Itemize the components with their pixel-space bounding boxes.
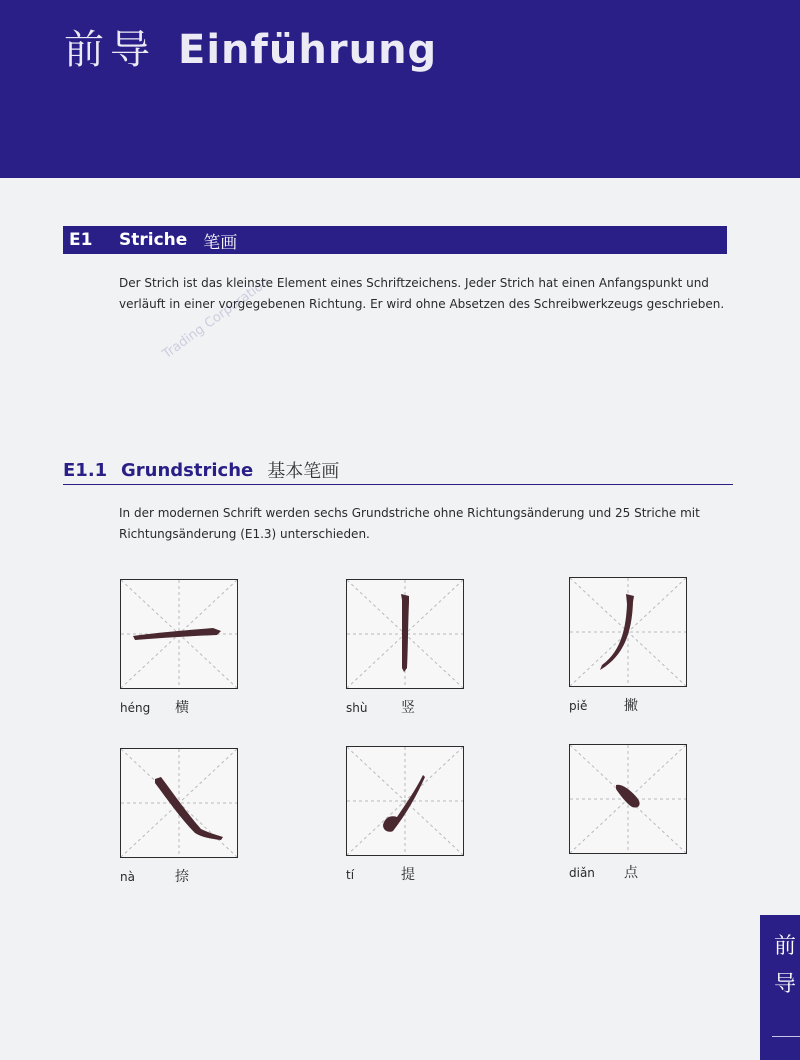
- stroke-pinyin: tí: [346, 868, 355, 882]
- stroke-card-ti: [346, 746, 464, 884]
- pie-stroke-icon: [600, 594, 634, 670]
- stroke-grid-box: [120, 579, 238, 689]
- stroke-grid-box: [346, 746, 464, 856]
- stroke-label: [346, 864, 464, 884]
- stroke-hanzi: 捺: [175, 869, 189, 885]
- watermark: Trading Corporation: [160, 274, 273, 363]
- stroke-label: [120, 697, 238, 717]
- na-stroke-icon: [155, 777, 223, 840]
- stroke-card-shu: [346, 579, 464, 717]
- stroke-pinyin: héng: [120, 701, 151, 715]
- side-tab-divider: [772, 1036, 800, 1037]
- subsection-paragraph: In der modernen Schrift werden sechs Grundstriche ohne Richtungsänderung und 25 Striche mit Richtungsänderung (E1.3) unterschieden.: [119, 506, 700, 541]
- dian-stroke-diagram: [570, 745, 686, 853]
- stroke-hanzi: 撇: [624, 698, 638, 714]
- ti-stroke-icon: [383, 775, 425, 832]
- page-title-chinese: 前导: [64, 27, 156, 73]
- stroke-pinyin: shù: [346, 701, 368, 715]
- stroke-grid-box: [569, 577, 687, 687]
- subsection-heading: [63, 456, 733, 485]
- na-stroke-diagram: [121, 749, 237, 857]
- section-title: Striche: [119, 230, 188, 250]
- page-title: [64, 18, 437, 75]
- stroke-pinyin: nà: [120, 870, 135, 884]
- stroke-hanzi: 横: [175, 700, 189, 716]
- stroke-label: [120, 866, 238, 886]
- side-tab-char-1: 前: [774, 934, 797, 959]
- section-paragraph: Der Strich ist das kleinste Element eines Schriftzeichens. Jeder Strich hat einen Anfangspunkt und verläuft in einer vorgegebenen Richtung. Er wird ohne Absetzen des Schreibwerkzeugs geschrieben.: [119, 276, 725, 311]
- stroke-grid-box: [120, 748, 238, 858]
- section-title-chinese: 笔画: [203, 232, 238, 253]
- stroke-label: [569, 862, 687, 882]
- shu-stroke-icon: [401, 594, 409, 672]
- section-number: E1: [69, 230, 93, 250]
- shu-stroke-diagram: [347, 580, 463, 688]
- stroke-card-pie: [569, 577, 687, 715]
- stroke-label: [569, 695, 687, 715]
- pie-stroke-diagram: [570, 578, 686, 686]
- heng-stroke-diagram: [121, 580, 237, 688]
- section-heading-bar: [63, 226, 727, 254]
- subsection-title-chinese: 基本笔画: [267, 461, 340, 482]
- chapter-side-tab: [760, 915, 800, 1060]
- page-title-german: Einführung: [178, 27, 438, 73]
- stroke-hanzi: 点: [624, 865, 638, 881]
- stroke-grid-box: [569, 744, 687, 854]
- stroke-label: [346, 697, 464, 717]
- stroke-card-heng: [120, 579, 238, 717]
- stroke-pinyin: diǎn: [569, 866, 595, 880]
- stroke-hanzi: 提: [401, 867, 415, 883]
- subsection-title: Grundstriche: [121, 459, 254, 481]
- stroke-hanzi: 竖: [401, 700, 415, 716]
- stroke-card-dian: [569, 744, 687, 882]
- stroke-grid-box: [346, 579, 464, 689]
- side-tab-char-2: 导: [774, 972, 797, 997]
- stroke-card-na: [120, 748, 238, 886]
- page-header: [0, 0, 800, 178]
- stroke-pinyin: piě: [569, 699, 588, 713]
- subsection-number: E1.1: [63, 459, 108, 481]
- ti-stroke-diagram: [347, 747, 463, 855]
